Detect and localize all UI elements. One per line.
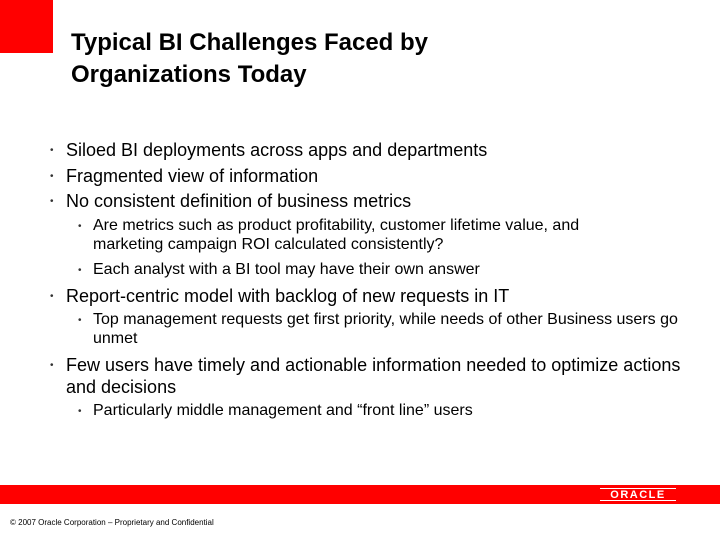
sub-bullet-text: Particularly middle management and “front line” users xyxy=(93,402,473,419)
bullet-text: Fragmented view of information xyxy=(66,166,319,186)
sub-bullet-text: Each analyst with a BI tool may have their own answer xyxy=(93,261,480,278)
bullet-dot-icon: • xyxy=(50,145,54,156)
slide-title xyxy=(71,27,631,91)
sub-bullet-item xyxy=(78,310,693,348)
bullet-dot-icon: • xyxy=(78,406,82,417)
bullet-dot-icon: • xyxy=(50,360,54,371)
slide-title-line-1: Typical BI Challenges Faced by xyxy=(71,29,428,56)
oracle-logo: ORACLE xyxy=(600,488,676,501)
sub-bullet-item xyxy=(78,216,653,254)
bullet-dot-icon: • xyxy=(78,221,82,232)
bullet-dot-icon: • xyxy=(78,265,82,276)
slide-title-line-2: Organizations Today xyxy=(71,61,307,88)
footer-copyright: © 2007 Oracle Corporation – Proprietary and Confidential xyxy=(10,518,214,527)
corner-accent-square xyxy=(0,0,53,53)
bullet-dot-icon: • xyxy=(50,171,54,182)
bullet-item xyxy=(50,354,696,398)
bullet-dot-icon: • xyxy=(50,291,54,302)
bullet-text: Few users have timely and actionable information needed to optimize actions and decisions xyxy=(66,355,681,397)
bullet-text: Report-centric model with backlog of new requests in IT xyxy=(66,286,510,306)
bullet-item xyxy=(50,139,706,161)
sub-bullet-item xyxy=(78,260,693,279)
bullet-text: Siloed BI deployments across apps and departments xyxy=(66,140,488,160)
sub-bullet-text: Top management requests get first priority, while needs of other Business users go unmet xyxy=(93,311,678,347)
bullet-item xyxy=(50,285,706,307)
bullet-dot-icon: • xyxy=(78,315,82,326)
bullet-item xyxy=(50,165,706,187)
bullet-item xyxy=(50,190,706,212)
bullet-text: No consistent definition of business metrics xyxy=(66,191,412,211)
sub-bullet-item xyxy=(78,401,693,420)
sub-bullet-text: Are metrics such as product profitability, customer lifetime value, and marketing campaign ROI calculated consistently? xyxy=(93,217,580,253)
bullet-dot-icon: • xyxy=(50,196,54,207)
